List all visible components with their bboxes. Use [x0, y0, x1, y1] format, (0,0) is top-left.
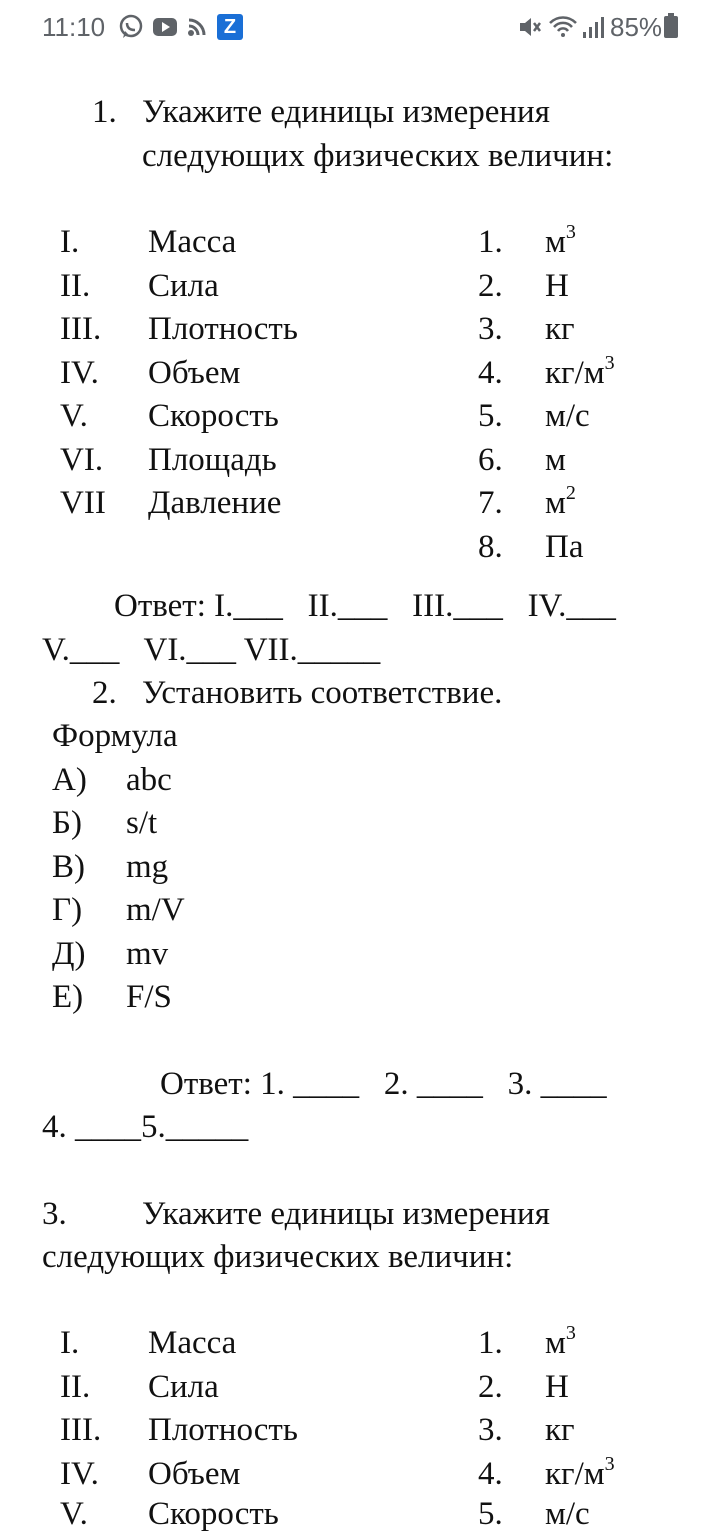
unit-label: $кг/м^3$ [545, 352, 615, 391]
section3-number: 3. [42, 1196, 67, 1232]
unit-label: м [545, 442, 566, 478]
unit-label: м/с [545, 398, 590, 434]
clock: 11:10 [42, 12, 106, 42]
quantity-name: Плотность [148, 1412, 298, 1448]
unit-number: 8. [478, 529, 503, 565]
unit-number: 3. [478, 1412, 503, 1448]
unit-label: кг [545, 311, 575, 347]
quantity-name: Масса [148, 224, 237, 260]
quantity-numeral: IV. [60, 355, 99, 391]
zalo-letter: Z [223, 16, 237, 38]
unit-label: Н [545, 268, 569, 304]
formula-letter: Д) [52, 936, 86, 972]
formula-text: m/V [126, 892, 185, 928]
quantity-name: Давление [148, 485, 282, 521]
formula-text: mg [126, 849, 169, 885]
unit-number: 7. [478, 485, 503, 521]
unit-label: $кг/м^3$ [545, 1453, 615, 1492]
quantity-numeral: VII [60, 485, 106, 521]
section2-answer-line2: 4. ____5._____ [42, 1109, 249, 1145]
unit-label: $м^2$ [545, 482, 576, 521]
quantity-numeral: I. [60, 224, 80, 260]
unit-label: кг [545, 1412, 575, 1448]
section2-title: Установить соответствие. [142, 675, 503, 711]
unit-number: 3. [478, 311, 503, 347]
quantity-numeral: III. [60, 1412, 102, 1448]
unit-label: $м^3$ [545, 1322, 576, 1361]
unit-number: 2. [478, 268, 503, 304]
quantity-name: Сила [148, 1369, 219, 1405]
formula-letter: Г) [52, 892, 83, 928]
quantity-name: Объем [148, 355, 241, 391]
section2-number: 2. [92, 675, 117, 711]
unit-label: м/с [545, 1496, 590, 1532]
quantity-numeral: II. [60, 1369, 91, 1405]
formula-letter: В) [52, 849, 85, 885]
quantity-numeral: V. [60, 398, 88, 434]
section1-number: 1. [92, 94, 117, 130]
battery-percent: 85% [610, 12, 663, 42]
section1-title-line1: Укажите единицы измерения [142, 94, 550, 130]
quantity-numeral: IV. [60, 1456, 99, 1492]
unit-label: Па [545, 529, 584, 565]
formula-letter: А) [52, 762, 87, 798]
quantity-numeral: II. [60, 268, 91, 304]
quantity-name: Скорость [148, 398, 279, 434]
quantity-name: Масса [148, 1325, 237, 1361]
quantity-numeral: V. [60, 1496, 88, 1532]
formula-text: mv [126, 936, 169, 972]
unit-number: 4. [478, 1456, 503, 1492]
unit-number: 5. [478, 1496, 503, 1532]
unit-number: 4. [478, 355, 503, 391]
section1-title-line2: следующих физических величин: [142, 138, 614, 174]
unit-label: $м^3$ [545, 221, 576, 260]
formula-text: abc [126, 762, 172, 798]
quantity-name: Скорость [148, 1496, 279, 1532]
quantity-name: Плотность [148, 311, 298, 347]
section1-answer-line1: Ответ: I.___ II.___ III.___ IV.___ [114, 588, 616, 624]
section2-subtitle: Формула [52, 718, 178, 754]
section3-title-line1: Укажите единицы измерения [142, 1196, 550, 1232]
quantity-name: Площадь [148, 442, 277, 478]
quantity-numeral: I. [60, 1325, 80, 1361]
quantity-name: Объем [148, 1456, 241, 1492]
unit-number: 1. [478, 224, 503, 260]
section1-answer-line2: V.___ VI.___ VII._____ [42, 632, 381, 668]
formula-letter: Б) [52, 805, 82, 841]
quantity-name: Сила [148, 268, 219, 304]
unit-number: 5. [478, 398, 503, 434]
formula-text: F/S [126, 979, 172, 1015]
unit-number: 2. [478, 1369, 503, 1405]
quantity-numeral: III. [60, 311, 102, 347]
unit-number: 6. [478, 442, 503, 478]
unit-number: 1. [478, 1325, 503, 1361]
section2-answer-line1: Ответ: 1. ____ 2. ____ 3. ____ [160, 1066, 607, 1102]
formula-text: s/t [126, 805, 158, 841]
unit-label: Н [545, 1369, 569, 1405]
formula-letter: Е) [52, 979, 84, 1015]
quantity-numeral: VI. [60, 442, 104, 478]
section3-title-line2: следующих физических величин: [42, 1239, 514, 1275]
